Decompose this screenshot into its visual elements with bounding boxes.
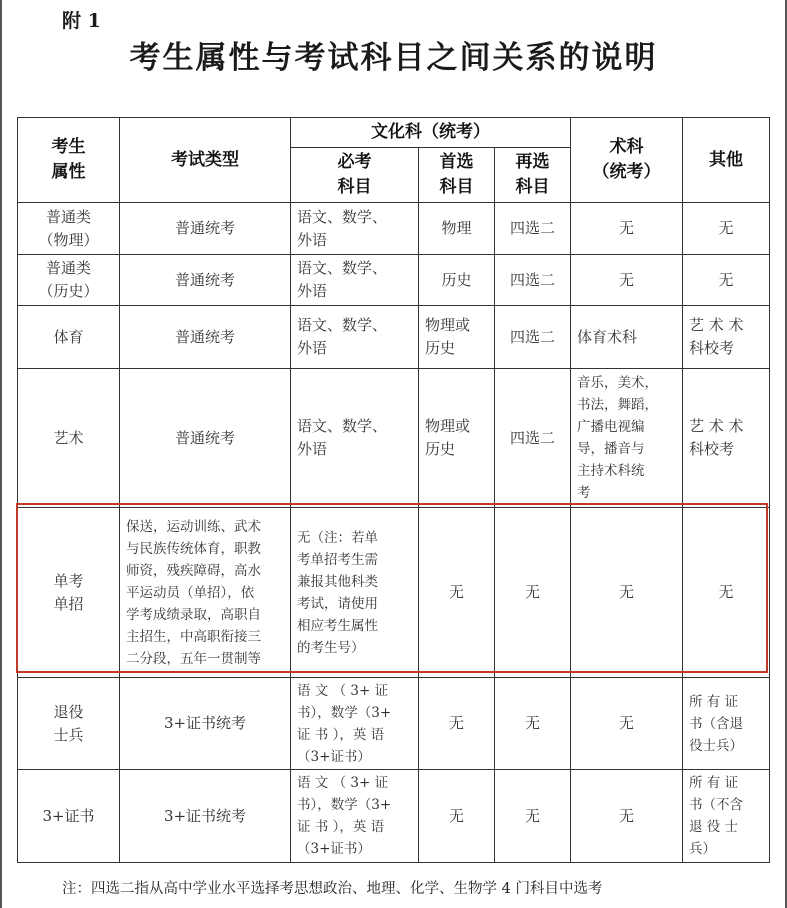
cell-other: 所 有 证 书（不含 退 役 士 兵） [683, 770, 770, 863]
header-exam-type: 考试类型 [120, 118, 291, 203]
cell-first: 物理 [419, 203, 495, 255]
header-culture: 文化科（统考） [291, 118, 571, 148]
cell-required: 语文、数学、 外语 [291, 369, 419, 508]
cell-required: 语 文 （ 3+ 证 书），数学（3+ 证 书 ），英 语 （3+证书） [291, 678, 419, 770]
header-attr: 考生 属性 [18, 118, 120, 203]
cell-second: 四选二 [495, 306, 571, 369]
cell-required: 语文、数学、 外语 [291, 306, 419, 369]
header-required: 必考 科目 [291, 148, 419, 203]
cell-type: 普通统考 [120, 369, 291, 508]
cell-second: 四选二 [495, 369, 571, 508]
cell-second: 无 [495, 508, 571, 678]
cell-type: 3+证书统考 [120, 770, 291, 863]
cell-first: 历史 [419, 255, 495, 306]
cell-first: 无 [419, 770, 495, 863]
cell-art: 无 [571, 770, 683, 863]
cell-required: 语 文 （ 3+ 证 书），数学（3+ 证 书 ），英 语 （3+证书） [291, 770, 419, 863]
header-second: 再选 科目 [495, 148, 571, 203]
cell-attr: 单考 单招 [18, 508, 120, 678]
cell-art: 无 [571, 508, 683, 678]
cell-other: 所 有 证 书（含退 役士兵） [683, 678, 770, 770]
cell-attr: 普通类 （历史） [18, 255, 120, 306]
cell-type: 3+证书统考 [120, 678, 291, 770]
cell-required: 语文、数学、 外语 [291, 255, 419, 306]
cell-second: 四选二 [495, 255, 571, 306]
cell-attr: 艺术 [18, 369, 120, 508]
left-edge-line [0, 0, 2, 908]
table-row [18, 203, 770, 255]
cell-art: 体育术科 [571, 306, 683, 369]
cell-other: 艺 术 术 科校考 [683, 369, 770, 508]
cell-first: 物理或 历史 [419, 306, 495, 369]
cell-art: 无 [571, 255, 683, 306]
appendix-label: 附 1 [62, 10, 101, 32]
cell-other: 无 [683, 203, 770, 255]
header-first: 首选 科目 [419, 148, 495, 203]
header-other: 其他 [683, 118, 770, 203]
cell-attr: 普通类 （物理） [18, 203, 120, 255]
cell-type: 普通统考 [120, 306, 291, 369]
cell-attr: 退役 士兵 [18, 678, 120, 770]
cell-other: 艺 术 术 科校考 [683, 306, 770, 369]
cell-second: 四选二 [495, 203, 571, 255]
cell-first: 无 [419, 678, 495, 770]
cell-art: 无 [571, 678, 683, 770]
cell-first: 无 [419, 508, 495, 678]
header-row-1 [18, 118, 770, 148]
cell-attr: 体育 [18, 306, 120, 369]
cell-attr: 3+证书 [18, 770, 120, 863]
table-row [18, 678, 770, 770]
cell-required: 无（注：若单 考单招考生需 兼报其他科类 考试，请使用 相应考生属性 的考生号） [291, 508, 419, 678]
subjects-table [17, 117, 770, 863]
cell-type: 普通统考 [120, 255, 291, 306]
cell-required: 语文、数学、 外语 [291, 203, 419, 255]
table-row [18, 306, 770, 369]
table-row [18, 255, 770, 306]
highlight-box [16, 503, 768, 673]
table-row [18, 770, 770, 863]
footnote: 注：四选二指从高中学业水平选择考思想政治、地理、化学、生物学 4 门科目中选考 [62, 881, 603, 897]
cell-second: 无 [495, 770, 571, 863]
table-row [18, 369, 770, 508]
cell-type: 保送，运动训练、武术 与民族传统体育，职教 师资，残疾障碍，高水 平运动员（单招），依 学考成绩录取，高职自 主招生，中高职衔接三 二分段，五年一贯制等 [120, 508, 291, 678]
cell-other: 无 [683, 508, 770, 678]
cell-first: 物理或 历史 [419, 369, 495, 508]
cell-second: 无 [495, 678, 571, 770]
cell-art: 音乐，美术， 书法，舞蹈， 广播电视编 导，播音与 主持术科统 考 [571, 369, 683, 508]
document-title: 考生属性与考试科目之间关系的说明 [129, 40, 658, 76]
cell-other: 无 [683, 255, 770, 306]
header-art: 术科 （统考） [571, 118, 683, 203]
cell-art: 无 [571, 203, 683, 255]
cell-type: 普通统考 [120, 203, 291, 255]
